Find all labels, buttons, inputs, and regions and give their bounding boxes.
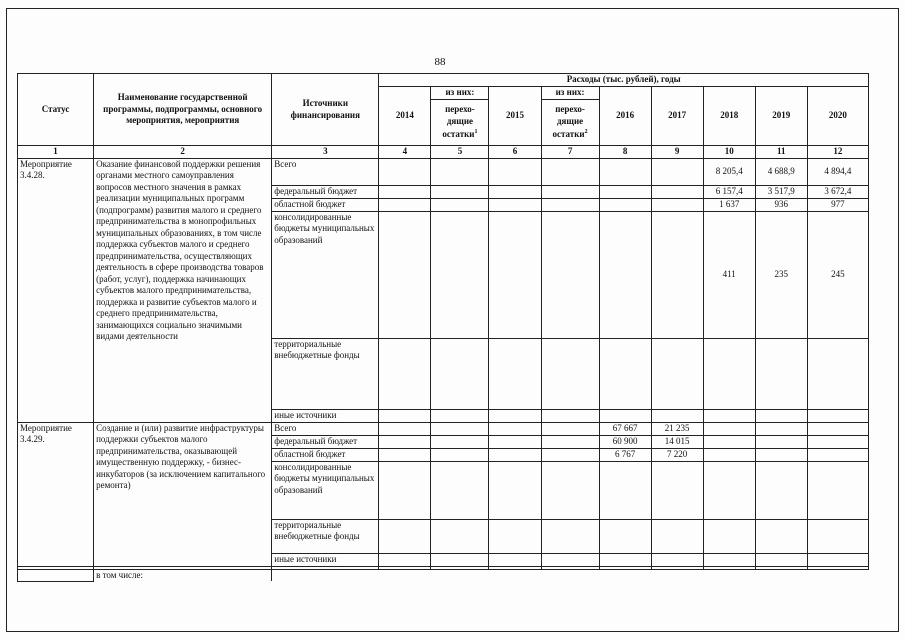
header-status: Статус: [18, 74, 94, 146]
header-year-2020: 2020: [807, 87, 868, 146]
column-number: 9: [651, 146, 703, 159]
column-number: 7: [541, 146, 599, 159]
value-cell: 67 667: [599, 422, 651, 435]
source-label: областной бюджет: [272, 198, 379, 211]
source-label: федеральный бюджет: [272, 435, 379, 448]
value-cell: 245: [807, 211, 868, 338]
column-number: 2: [94, 146, 272, 159]
event-1-status: Мероприятие 3.4.28.: [18, 158, 94, 422]
value-cell: 6 157,4: [703, 185, 755, 198]
value-cell: 3 672,4: [807, 185, 868, 198]
page-number: 88: [434, 56, 446, 68]
value-cell: 21 235: [651, 422, 703, 435]
event-1-name: Оказание финансовой поддержки решения органами местного самоуправления вопросов местного значения в рамках реализации муниципальных программ (подпрограмм) развития малого и среднего предпринимательства в монопрофильных муниципальных образованиях, в том числе поддержка субъектов малого и среднего предпринимательства, осуществляющих деятельность в сфере производства товаров (работ, услуг), поддержка начинающих субъектов малого предпринимательства, поддержка и развитие субъектов малого и среднего предпринимательства, занимающихся социально значимыми видами деятельности: [94, 158, 272, 422]
column-number: 10: [703, 146, 755, 159]
column-number: 11: [755, 146, 807, 159]
column-number: 12: [807, 146, 868, 159]
header-of-them-2: из них:: [541, 87, 599, 100]
header-sources: Источники финансирования: [272, 74, 379, 146]
table-row: [18, 422, 869, 435]
source-label: консолидированные бюджеты муниципальных образований: [272, 461, 379, 519]
value-cell: 3 517,9: [755, 185, 807, 198]
value-cell: 936: [755, 198, 807, 211]
source-label: территориальные внебюджетные фонды: [272, 338, 379, 409]
header-name: Наименование государственной программы, подпрограммы, основного мероприятия, мероприятия: [94, 74, 272, 146]
column-number: 6: [489, 146, 541, 159]
value-cell: 6 767: [599, 448, 651, 461]
header-carryover-1: перехо-дящие остатки$^1$: [431, 100, 489, 146]
source-label: федеральный бюджет: [272, 185, 379, 198]
column-number: 3: [272, 146, 379, 159]
value-cell: 977: [807, 198, 868, 211]
header-of-them-1: из них:: [431, 87, 489, 100]
value-cell: 8 205,4: [703, 158, 755, 185]
header-year-2018: 2018: [703, 87, 755, 146]
source-label: областной бюджет: [272, 448, 379, 461]
event-2-status: Мероприятие 3.4.29.: [18, 422, 94, 566]
header-year-2015: 2015: [489, 87, 541, 146]
column-number: 1: [18, 146, 94, 159]
event-2-name: Создание и (или) развитие инфраструктуры поддержки субъектов малого предпринимательства, оказывающей имущественную поддержку, - бизнес-инкубаторов (за исключением капитального ремонта): [94, 422, 272, 566]
value-cell: 60 900: [599, 435, 651, 448]
table-row: [18, 569, 869, 581]
source-label: Всего: [272, 422, 379, 435]
page-frame-right: [898, 8, 899, 632]
header-year-2014: 2014: [379, 87, 431, 146]
header-year-2017: 2017: [651, 87, 703, 146]
value-cell: 1 637: [703, 198, 755, 211]
column-number: 4: [379, 146, 431, 159]
source-label: иные источники: [272, 553, 379, 566]
column-number: 5: [431, 146, 489, 159]
source-label: территориальные внебюджетные фонды: [272, 519, 379, 553]
value-cell: 235: [755, 211, 807, 338]
table-row: [18, 158, 869, 185]
header-year-2019: 2019: [755, 87, 807, 146]
budget-table: [17, 73, 869, 582]
page-frame-bottom: [6, 631, 899, 632]
source-label: консолидированные бюджеты муниципальных образований: [272, 211, 379, 338]
page-frame-left: [6, 8, 7, 632]
column-number-row: [18, 146, 869, 159]
column-number: 8: [599, 146, 651, 159]
value-cell: 4 688,9: [755, 158, 807, 185]
header-carryover-2: перехо-дящие остатки$^2$: [541, 100, 599, 146]
value-cell: 7 220: [651, 448, 703, 461]
source-label: Всего: [272, 158, 379, 185]
header-expenses: Расходы (тыс. рублей), годы: [379, 74, 869, 87]
footer-note: в том числе:: [94, 569, 272, 581]
header-year-2016: 2016: [599, 87, 651, 146]
value-cell: 14 015: [651, 435, 703, 448]
value-cell: 411: [703, 211, 755, 338]
value-cell: 4 894,4: [807, 158, 868, 185]
page-frame-top: [6, 8, 899, 9]
source-label: иные источники: [272, 409, 379, 422]
